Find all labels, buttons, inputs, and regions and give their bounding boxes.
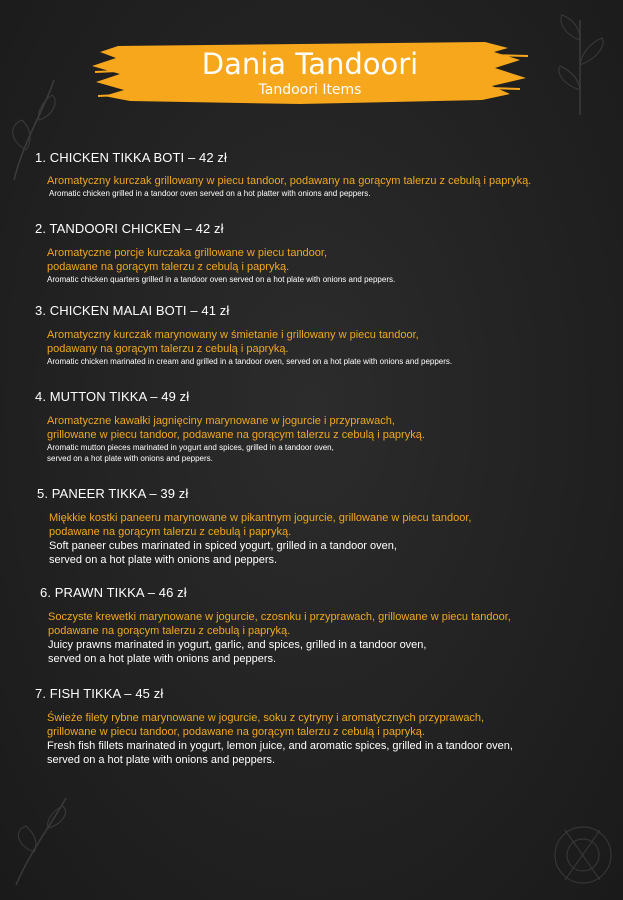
- menu-item-title: 5. PANEER TIKKA – 39 zł: [37, 486, 189, 501]
- menu-item: [35, 303, 452, 367]
- menu-item-description-en: Fresh fish fillets marinated in yogurt, lemon juice, and aromatic spices, grilled in a tandoor oven,: [47, 740, 513, 752]
- menu-item: [35, 389, 425, 464]
- menu-item-description-pl: Świeże filety rybne marynowane w jogurcie, soku z cytryny i aromatycznych przyprawach,: [47, 712, 485, 724]
- menu-item-description-pl: Aromatyczny kurczak grillowany w piecu tandoor, podawany na gorącym talerzu z cebulą i papryką.: [47, 175, 532, 187]
- menu-item-description-pl: Aromatyczny kurczak marynowany w śmietanie i grillowany w piecu tandoor,: [47, 329, 419, 341]
- menu-item-title: 7. FISH TIKKA – 45 zł: [35, 686, 164, 701]
- leaf-doodle-icon: [6, 790, 76, 890]
- menu-item-description-pl: Aromatyczne porcje kurczaka grillowane w piecu tandoor,: [47, 247, 328, 259]
- menu-item: [35, 150, 531, 199]
- menu-item-title: 2. TANDOORI CHICKEN – 42 zł: [35, 221, 224, 236]
- menu-item-title: 4. MUTTON TIKKA – 49 zł: [35, 389, 190, 404]
- menu-item-description-en: Aromatic mutton pieces marinated in yogurt and spices, grilled in a tandoor oven,: [47, 443, 334, 452]
- header-banner: [90, 38, 530, 108]
- menu-item-description-pl: podawane na gorącym talerzu z cebulą i papryką.: [48, 625, 291, 637]
- menu-item: [40, 585, 511, 666]
- menu-item-description-en: Aromatic chicken quarters grilled in a tandoor oven served on a hot plate with onions and peppers.: [47, 275, 396, 284]
- menu-item-title: 3. CHICKEN MALAI BOTI – 41 zł: [35, 303, 230, 318]
- menu-item-description-en: served on a hot plate with onions and peppers.: [48, 653, 277, 665]
- menu-item-description-en: served on a hot plate with onions and peppers.: [49, 554, 278, 566]
- menu-item-description-pl: Miękkie kostki paneeru marynowane w pikantnym jogurcie, grillowane w piecu tandoor,: [49, 512, 472, 524]
- menu-item-description-en: Juicy prawns marinated in yogurt, garlic, and spices, grilled in a tandoor oven,: [48, 639, 427, 651]
- menu-item: [35, 221, 395, 285]
- menu-item: [35, 686, 513, 767]
- menu-item-description-pl: podawane na gorącym talerzu z cebulą i papryką.: [47, 261, 290, 273]
- menu-item-description-en: Soft paneer cubes marinated in spiced yogurt, grilled in a tandoor oven,: [49, 540, 397, 552]
- herb-doodle-icon: [540, 10, 620, 120]
- menu-item-description-pl: Soczyste krewetki marynowane w jogurcie, czosnku i przyprawach, grillowane w piecu tandoor,: [48, 611, 511, 623]
- menu-item-description-pl: Aromatyczne kawałki jagnięciny marynowane w jogurcie i przyprawach,: [47, 415, 395, 427]
- menu-item-description-pl: podawany na gorącym talerzu z cebulą i papryką.: [47, 343, 289, 355]
- menu-item-description-en: Aromatic chicken grilled in a tandoor oven served on a hot platter with onions and peppers.: [49, 189, 371, 198]
- page-subtitle: Tandoori Items: [258, 82, 362, 98]
- menu-item-description-en: served on a hot plate with onions and peppers.: [47, 754, 276, 766]
- menu-item-description-en: served on a hot plate with onions and peppers.: [47, 454, 213, 463]
- menu-item-title: 6. PRAWN TIKKA – 46 zł: [40, 585, 187, 600]
- menu-item-description-pl: grillowane w piecu tandoor, podawane na gorącym talerzu z cebulą i papryką.: [47, 726, 425, 738]
- menu-item-title: 1. CHICKEN TIKKA BOTI – 42 zł: [35, 150, 227, 165]
- menu-item: [37, 486, 472, 567]
- menu-item-description-pl: podawane na gorącym talerzu z cebulą i papryką.: [49, 526, 292, 538]
- spice-doodle-icon: [545, 810, 620, 895]
- menu-item-description-en: Aromatic chicken marinated in cream and grilled in a tandoor oven, served on a hot plate with onions and peppers.: [47, 357, 453, 366]
- page-title: Dania Tandoori: [201, 47, 419, 81]
- menu-item-description-pl: grillowane w piecu tandoor, podawane na gorącym talerzu z cebulą i papryką.: [47, 429, 425, 441]
